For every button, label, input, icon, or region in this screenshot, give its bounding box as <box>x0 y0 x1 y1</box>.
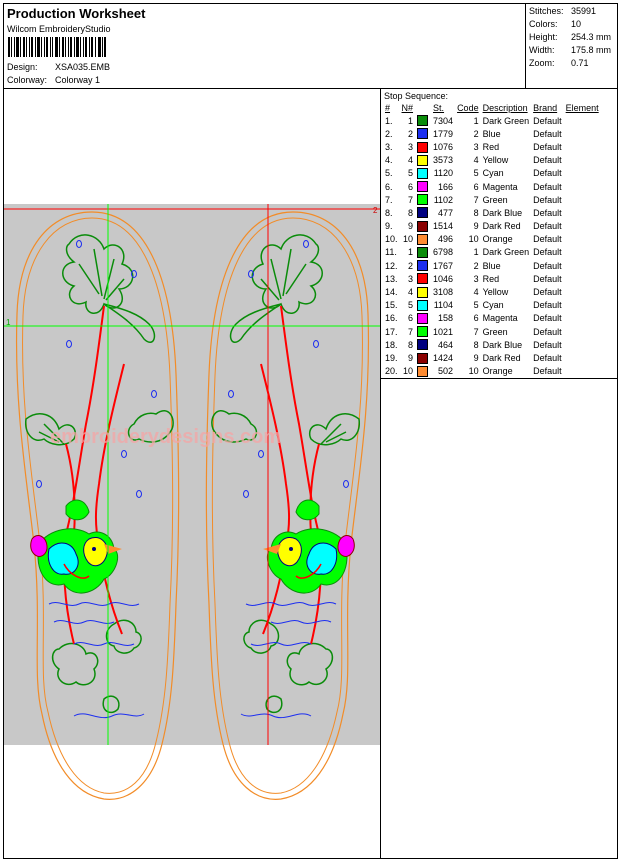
table-row <box>383 180 601 193</box>
row-stitches: 166 <box>438 181 454 192</box>
row-description: Magenta <box>482 313 518 324</box>
row-color-swatch <box>415 206 431 219</box>
row-color-swatch <box>415 365 431 378</box>
row-color-swatch <box>415 325 431 338</box>
table-row <box>383 206 601 219</box>
col-header-element: Element <box>565 103 599 113</box>
row-stitches: 1514 <box>433 221 454 232</box>
row-stitches: 502 <box>438 366 454 377</box>
row-index: 6. <box>385 181 393 192</box>
design-preview <box>4 89 380 858</box>
row-index: 19. <box>385 352 398 363</box>
row-brand: Default <box>533 247 562 258</box>
row-element <box>564 127 601 140</box>
color-swatch <box>417 181 428 192</box>
row-brand: Default <box>533 155 562 166</box>
table-row <box>383 154 601 167</box>
row-brand: Default <box>533 115 562 126</box>
row-description: Red <box>482 273 500 284</box>
row-stitches: 1424 <box>433 352 454 363</box>
color-swatch <box>417 353 428 364</box>
stop-sequence-title: Stop Sequence: <box>384 91 449 101</box>
row-code: 5 <box>473 300 479 311</box>
color-swatch <box>417 366 428 377</box>
color-swatch <box>417 313 428 324</box>
row-code: 7 <box>473 194 479 205</box>
row-stitches: 3108 <box>433 287 454 298</box>
row-stitches: 477 <box>438 207 454 218</box>
row-brand: Default <box>533 141 562 152</box>
row-index: 7. <box>385 194 393 205</box>
table-row <box>383 220 601 233</box>
row-element <box>564 365 601 378</box>
table-row <box>383 325 601 338</box>
row-code: 4 <box>473 287 479 298</box>
table-row <box>383 285 601 298</box>
row-description: Dark Green <box>482 115 530 126</box>
row-color-swatch <box>415 299 431 312</box>
stat-colors: Colors: 10 <box>529 19 582 29</box>
row-color-swatch <box>415 154 431 167</box>
row-brand: Default <box>533 168 562 179</box>
color-swatch <box>417 339 428 350</box>
row-needle: 4 <box>408 287 414 298</box>
design-filename: XSA035.EMB <box>55 62 111 72</box>
row-code: 4 <box>473 155 479 166</box>
color-swatch <box>417 326 428 337</box>
row-description: Dark Green <box>482 247 530 258</box>
row-index: 14. <box>385 287 398 298</box>
stat-stitches: Stitches: 35991 <box>529 6 597 16</box>
row-needle: 3 <box>408 141 414 152</box>
row-brand: Default <box>533 352 562 363</box>
row-element <box>564 154 601 167</box>
row-description: Orange <box>482 366 513 377</box>
row-brand: Default <box>533 339 562 350</box>
row-brand: Default <box>533 128 562 139</box>
row-needle: 10 <box>403 234 414 245</box>
row-code: 6 <box>473 181 479 192</box>
row-code: 9 <box>473 221 479 232</box>
table-row <box>383 114 601 127</box>
row-description: Magenta <box>482 181 518 192</box>
row-color-swatch <box>415 233 431 246</box>
row-needle: 8 <box>408 207 414 218</box>
stat-width: Width: 175.8 mm <box>529 45 612 55</box>
row-index: 17. <box>385 326 398 337</box>
row-color-swatch <box>415 351 431 364</box>
row-stitches: 7304 <box>433 115 454 126</box>
row-stitches: 6798 <box>433 247 454 258</box>
row-element <box>564 167 601 180</box>
row-element <box>564 325 601 338</box>
row-stitches: 1767 <box>433 260 454 271</box>
row-needle: 2 <box>408 128 414 139</box>
table-row <box>383 272 601 285</box>
row-index: 11. <box>385 247 397 258</box>
row-description: Green <box>482 194 508 205</box>
row-code: 8 <box>473 207 479 218</box>
colorway-value: Colorway 1 <box>55 75 101 85</box>
row-code: 3 <box>473 141 479 152</box>
row-element <box>564 351 601 364</box>
row-brand: Default <box>533 273 562 284</box>
row-needle: 9 <box>408 352 414 363</box>
row-index: 10. <box>385 234 398 245</box>
row-description: Cyan <box>482 300 504 311</box>
row-stitches: 1102 <box>433 194 454 205</box>
table-row <box>383 167 601 180</box>
design-row <box>7 62 110 72</box>
row-brand: Default <box>533 181 562 192</box>
color-swatch <box>417 155 428 166</box>
worksheet-sheet <box>3 3 618 859</box>
row-brand: Default <box>533 313 562 324</box>
stat-height: Height: 254.3 mm <box>529 32 612 42</box>
page-title: Production Worksheet <box>7 6 146 21</box>
col-header-index: # <box>385 103 391 113</box>
col-header-code: Code <box>457 103 479 113</box>
row-color-swatch <box>415 114 431 127</box>
row-needle: 5 <box>408 168 414 179</box>
row-element <box>564 299 601 312</box>
table-row <box>383 233 601 246</box>
row-index: 2. <box>385 128 393 139</box>
row-color-swatch <box>415 285 431 298</box>
row-color-swatch <box>415 193 431 206</box>
row-brand: Default <box>533 207 562 218</box>
row-needle: 2 <box>408 260 414 271</box>
color-swatch <box>417 115 428 126</box>
row-needle: 7 <box>408 326 414 337</box>
table-row <box>383 365 601 378</box>
row-needle: 4 <box>408 155 414 166</box>
row-color-swatch <box>415 180 431 193</box>
col-header-brand: Brand <box>533 103 558 113</box>
row-index: 15. <box>385 300 398 311</box>
row-element <box>564 193 601 206</box>
row-stitches: 1120 <box>433 168 454 179</box>
row-brand: Default <box>533 260 562 271</box>
row-color-swatch <box>415 338 431 351</box>
row-brand: Default <box>533 300 562 311</box>
row-color-swatch <box>415 272 431 285</box>
row-element <box>564 114 601 127</box>
row-needle: 8 <box>408 339 414 350</box>
row-brand: Default <box>533 366 562 377</box>
table-row <box>383 351 601 364</box>
row-color-swatch <box>415 127 431 140</box>
row-code: 5 <box>473 168 479 179</box>
header-info-panel <box>4 4 526 89</box>
row-stitches: 1076 <box>433 141 454 152</box>
row-index: 5. <box>385 168 393 179</box>
row-index: 9. <box>385 221 393 232</box>
row-stitches: 1779 <box>433 128 454 139</box>
color-swatch <box>417 194 428 205</box>
table-row <box>383 193 601 206</box>
row-code: 1 <box>473 247 479 258</box>
row-element <box>564 246 601 259</box>
row-color-swatch <box>415 140 431 153</box>
row-needle: 7 <box>408 194 414 205</box>
row-description: Dark Blue <box>482 339 523 350</box>
row-stitches: 496 <box>438 234 454 245</box>
row-index: 4. <box>385 155 393 166</box>
row-brand: Default <box>533 194 562 205</box>
col-header-description: Description <box>482 103 528 113</box>
row-code: 3 <box>473 273 479 284</box>
row-stitches: 158 <box>438 313 454 324</box>
design-preview-area <box>4 89 381 858</box>
row-index: 1. <box>385 115 393 126</box>
row-element <box>564 140 601 153</box>
color-swatch <box>417 221 428 232</box>
row-stitches: 1046 <box>433 273 454 284</box>
row-code: 10 <box>468 366 479 377</box>
row-description: Red <box>482 141 500 152</box>
table-row <box>383 246 601 259</box>
row-description: Dark Red <box>482 221 521 232</box>
design-background <box>4 204 380 745</box>
row-needle: 3 <box>408 273 414 284</box>
row-element <box>564 272 601 285</box>
table-header-row <box>383 102 601 114</box>
row-code: 2 <box>473 128 479 139</box>
row-description: Dark Blue <box>482 207 523 218</box>
table-row <box>383 127 601 140</box>
watermark-text: embroiderydesigns.com <box>50 426 282 448</box>
row-brand: Default <box>533 287 562 298</box>
marker-1-label: 1 <box>6 318 11 327</box>
table-row <box>383 140 601 153</box>
color-swatch <box>417 287 428 298</box>
row-element <box>564 206 601 219</box>
row-element <box>564 233 601 246</box>
barcode-image <box>8 37 108 57</box>
design-label: Design: <box>7 62 38 72</box>
row-color-swatch <box>415 220 431 233</box>
row-stitches: 1021 <box>433 326 454 337</box>
color-swatch <box>417 207 428 218</box>
color-swatch <box>417 260 428 271</box>
color-swatch <box>417 234 428 245</box>
col-header-needle: N# <box>401 103 414 113</box>
row-brand: Default <box>533 221 562 232</box>
row-stitches: 1104 <box>433 300 454 311</box>
row-code: 2 <box>473 260 479 271</box>
row-element <box>564 180 601 193</box>
table-row <box>383 312 601 325</box>
row-stitches: 464 <box>438 339 454 350</box>
row-color-swatch <box>415 312 431 325</box>
row-index: 20. <box>385 366 398 377</box>
row-index: 18. <box>385 339 398 350</box>
row-color-swatch <box>415 167 431 180</box>
row-element <box>564 285 601 298</box>
color-swatch <box>417 168 428 179</box>
color-swatch <box>417 247 428 258</box>
row-needle: 10 <box>403 366 414 377</box>
colorway-label: Colorway: <box>7 75 48 85</box>
colorway-row <box>7 75 100 85</box>
row-index: 16. <box>385 313 398 324</box>
row-needle: 1 <box>408 115 414 126</box>
row-code: 9 <box>473 352 479 363</box>
color-swatch <box>417 273 428 284</box>
row-element <box>564 338 601 351</box>
row-code: 1 <box>473 115 479 126</box>
stat-zoom: Zoom: 0.71 <box>529 58 589 68</box>
row-brand: Default <box>533 326 562 337</box>
row-needle: 6 <box>408 313 414 324</box>
row-code: 7 <box>473 326 479 337</box>
row-index: 13. <box>385 273 398 284</box>
stats-panel <box>526 4 617 89</box>
row-stitches: 3573 <box>433 155 454 166</box>
row-element <box>564 312 601 325</box>
row-index: 12. <box>385 260 398 271</box>
row-description: Blue <box>482 260 501 271</box>
row-index: 3. <box>385 141 393 152</box>
row-color-swatch <box>415 259 431 272</box>
software-name: Wilcom EmbroideryStudio <box>7 24 111 34</box>
row-description: Dark Red <box>482 352 521 363</box>
row-code: 8 <box>473 339 479 350</box>
table-row <box>383 338 601 351</box>
color-swatch <box>417 300 428 311</box>
col-header-stitches: St. <box>433 103 445 113</box>
row-needle: 6 <box>408 181 414 192</box>
row-element <box>564 259 601 272</box>
row-description: Orange <box>482 234 513 245</box>
row-description: Blue <box>482 128 501 139</box>
row-description: Yellow <box>482 155 509 166</box>
color-swatch <box>417 142 428 153</box>
row-description: Green <box>482 326 508 337</box>
row-code: 6 <box>473 313 479 324</box>
row-color-swatch <box>415 246 431 259</box>
color-swatch <box>417 128 428 139</box>
row-needle: 1 <box>408 247 414 258</box>
row-element <box>564 220 601 233</box>
row-description: Yellow <box>482 287 509 298</box>
row-description: Cyan <box>482 168 504 179</box>
row-brand: Default <box>533 234 562 245</box>
stop-sequence-panel <box>381 89 617 379</box>
row-needle: 5 <box>408 300 414 311</box>
stop-sequence-table <box>383 102 601 378</box>
row-index: 8. <box>385 207 393 218</box>
marker-2-label: 2 <box>373 206 378 215</box>
row-needle: 9 <box>408 221 414 232</box>
table-row <box>383 259 601 272</box>
table-row <box>383 299 601 312</box>
row-code: 10 <box>468 234 479 245</box>
